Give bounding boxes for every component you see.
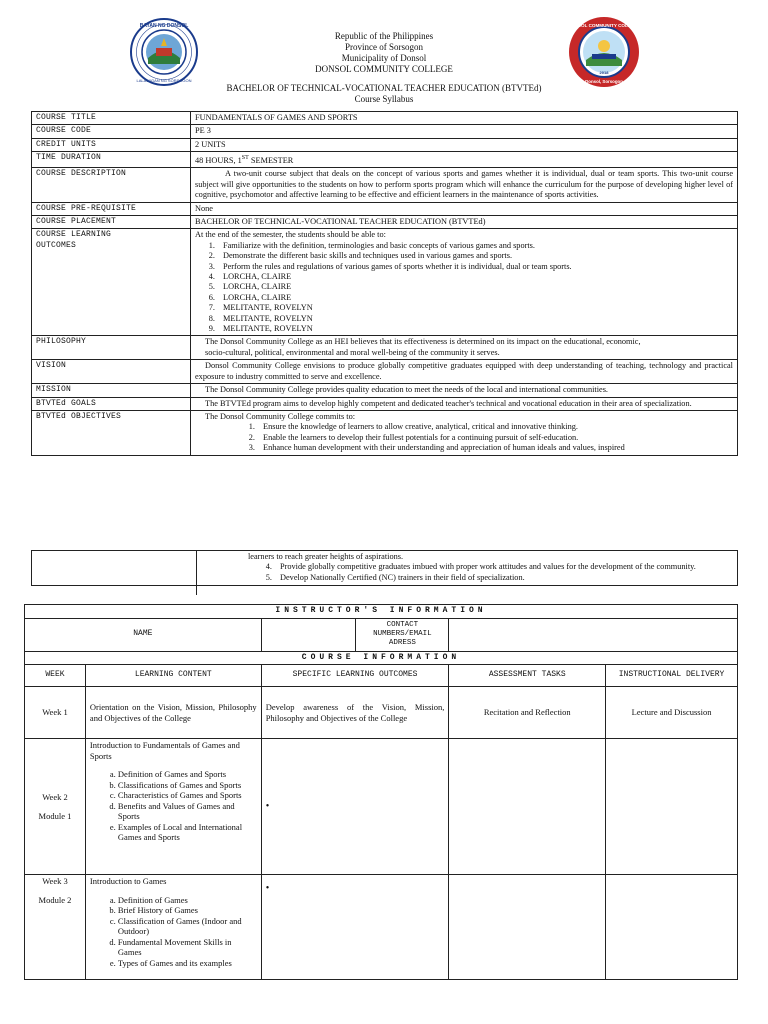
col-assessment: ASSESSMENT TASKS xyxy=(449,665,606,687)
objectives-intro: The Donsol Community College commits to: xyxy=(205,411,356,421)
objectives-carry-text: learners to reach greater heights of aspirations. xyxy=(248,552,404,561)
week-2-delivery xyxy=(606,739,738,875)
philosophy-value xyxy=(191,336,738,360)
column-header-row xyxy=(25,665,738,687)
table-row-week-1 xyxy=(25,687,738,739)
list-item: e. Types of Games and its examples xyxy=(118,958,257,969)
placement-value: BACHELOR OF TECHNICAL-VOCATIONAL TEACHER EDUCATION (BTVTEd) xyxy=(191,216,738,229)
list-item: c. Classification of Games (Indoor and Outdoor) xyxy=(118,916,257,937)
philosophy-text-1: The Donsol Community College as an HEI believes that its effectiveness is determined on its impact on the educational, economic, xyxy=(205,337,641,347)
objectives-list xyxy=(195,422,733,453)
list-item: 2. Demonstrate the different basic skills and techniques used in various games and sports. xyxy=(217,251,733,261)
header-college: DONSOL COMMUNITY COLLEGE xyxy=(315,64,453,74)
week-3-label: Week 3 xyxy=(42,876,68,886)
mission-text: The Donsol Community College provides quality education to meet the needs of the local and international communities. xyxy=(205,385,608,395)
module-2-label: Module 2 xyxy=(38,894,72,905)
list-item: b. Classifications of Games and Sports xyxy=(118,780,257,791)
row-goals xyxy=(32,397,738,410)
week-2-cell xyxy=(25,739,86,875)
course-syllabus-table xyxy=(31,111,738,456)
col-specific-outcomes: SPECIFIC LEARNING OUTCOMES xyxy=(261,665,449,687)
row-objectives-continued xyxy=(32,551,738,586)
credit-units-value: 2 UNITS xyxy=(191,138,738,151)
svg-text:Donsol, Sorsogon: Donsol, Sorsogon xyxy=(585,79,623,84)
list-item: d. Fundamental Movement Skills in Games xyxy=(118,937,257,958)
course-description-label: COURSE DESCRIPTION xyxy=(32,168,191,202)
week-3-topics-list xyxy=(90,895,257,969)
list-item: 2. Enable the learners to develop their fullest potentials for a continuing pursuit of self-education. xyxy=(257,433,733,443)
week-3-content-title: Introduction to Games xyxy=(89,876,167,886)
row-course-title xyxy=(32,112,738,125)
objectives-continued-list xyxy=(36,562,733,583)
objectives-label: BTVTEd OBJECTIVES xyxy=(32,410,191,455)
instructor-name-label: NAME xyxy=(25,618,262,651)
learning-outcomes-intro: At the end of the semester, the students should be able to: xyxy=(195,230,386,240)
svg-text:2018: 2018 xyxy=(599,70,609,75)
course-title-label: COURSE TITLE xyxy=(32,112,191,125)
row-learning-outcomes xyxy=(32,229,738,336)
week-2-label: Week 2 xyxy=(42,792,68,802)
list-item: 9. MELITANTE, ROVELYN xyxy=(217,324,733,334)
list-item: e. Examples of Local and International Games and Sports xyxy=(118,822,257,843)
week-3-content xyxy=(85,875,261,980)
header-doc-type: Course Syllabus xyxy=(354,94,414,104)
row-time-duration xyxy=(32,152,738,168)
week-2-assessment xyxy=(449,739,606,875)
list-item: a. Definition of Games and Sports xyxy=(118,769,257,780)
vision-text: Donsol Community College envisions to produce globally competitive graduates equipped with deep understanding of teaching, technology and practical exposure to industry committed to serve and excellence. xyxy=(195,361,733,381)
instructor-name-value xyxy=(261,618,356,651)
credit-units-label: CREDIT UNITS xyxy=(32,138,191,151)
list-item: a. Definition of Games xyxy=(118,895,257,906)
learning-outcomes-label xyxy=(32,229,191,336)
list-item: 1. Familiarize with the definition, terminologies and basic concepts of various games and sports. xyxy=(217,241,733,251)
learning-outcomes-list xyxy=(195,241,733,335)
course-info-section-title: COURSE INFORMATION xyxy=(25,651,738,665)
time-duration-value xyxy=(191,152,738,168)
course-title-value: FUNDAMENTALS OF GAMES AND SPORTS xyxy=(191,112,738,125)
row-mission xyxy=(32,384,738,397)
header-program: BACHELOR OF TECHNICAL-VOCATIONAL TEACHER EDUCATION (BTVTEd) xyxy=(226,83,542,93)
philosophy-text-2: socio-cultural, political, environmental and moral well-being of the community it serves. xyxy=(205,347,500,357)
week-3-assessment xyxy=(449,875,606,980)
objectives-value xyxy=(191,410,738,455)
philosophy-label: PHILOSOPHY xyxy=(32,336,191,360)
continuation-column-divider xyxy=(196,550,197,595)
learning-outcomes-label-line1: COURSE LEARNING xyxy=(36,230,112,240)
list-item: 1. Ensure the knowledge of learners to allow creative, analytical, critical and innovative thinking. xyxy=(257,422,733,432)
week-2-content xyxy=(85,739,261,875)
learning-outcomes-label-line2: OUTCOMES xyxy=(36,240,77,250)
vision-label: VISION xyxy=(32,360,191,384)
bullet-marker: • xyxy=(265,800,270,812)
list-item: 6. LORCHA, CLAIRE xyxy=(217,293,733,303)
col-week: WEEK xyxy=(25,665,86,687)
list-item: d. Benefits and Values of Games and Sports xyxy=(118,801,257,822)
course-information-table xyxy=(24,604,738,980)
instructor-section-title: INSTRUCTOR'S INFORMATION xyxy=(25,605,738,619)
vision-value xyxy=(191,360,738,384)
col-delivery: INSTRUCTIONAL DELIVERY xyxy=(606,665,738,687)
instructor-row xyxy=(25,618,738,651)
course-info-header-row xyxy=(25,651,738,665)
week-1-outcomes: Develop awareness of the Vision, Mission, Philosophy and Objectives of the College xyxy=(261,687,449,739)
list-item: 3. Enhance human development with their understanding and appreciation of human ideals and values, inspired xyxy=(257,443,733,453)
week-1-assessment: Recitation and Reflection xyxy=(449,687,606,739)
duration-semester: SEMESTER xyxy=(248,155,294,165)
week-3-cell xyxy=(25,875,86,980)
week-3-outcomes xyxy=(261,875,449,980)
instructor-header-row xyxy=(25,605,738,619)
list-item: c. Characteristics of Games and Sports xyxy=(118,790,257,801)
bullet-marker: • xyxy=(265,883,270,894)
row-course-description xyxy=(32,168,738,202)
mission-value xyxy=(191,384,738,397)
module-1-label: Module 1 xyxy=(38,810,72,821)
mission-label: MISSION xyxy=(32,384,191,397)
time-duration-label: TIME DURATION xyxy=(32,152,191,168)
course-description-value xyxy=(191,168,738,202)
table-row-week-3 xyxy=(25,875,738,980)
list-item: 5. Develop Nationally Certified (NC) trainers in their field of specialization. xyxy=(274,573,733,583)
row-prerequisite xyxy=(32,202,738,215)
svg-text:BAYAN NG DONSOL: BAYAN NG DONSOL xyxy=(139,23,189,29)
duration-ordinal: ST xyxy=(241,155,249,162)
objectives-continuation-table xyxy=(31,550,738,586)
row-vision xyxy=(32,360,738,384)
week-1-delivery: Lecture and Discussion xyxy=(606,687,738,739)
prerequisite-label: COURSE PRE-REQUISITE xyxy=(32,202,191,215)
week-2-content-title: Introduction to Fundamentals of Games and Sports xyxy=(89,740,240,761)
svg-text:LALAWIGAN NG SORSOGON: LALAWIGAN NG SORSOGON xyxy=(136,78,192,83)
instructor-contact-value xyxy=(449,618,738,651)
col-learning-content: LEARNING CONTENT xyxy=(85,665,261,687)
goals-text: The BTVTEd program aims to develop highly competent and dedicated teacher's technical and vocational education in their area of specialization. xyxy=(205,398,692,408)
learning-outcomes-value xyxy=(191,229,738,336)
header-municipality: Municipality of Donsol xyxy=(341,53,427,63)
week-1-label: Week 1 xyxy=(25,687,86,739)
instructor-contact-label: CONTACT NUMBERS/EMAIL ADRESS xyxy=(356,618,449,651)
goals-label: BTVTEd GOALS xyxy=(32,397,191,410)
row-credit-units xyxy=(32,138,738,151)
week-2-outcomes xyxy=(261,739,449,875)
list-item: 4. LORCHA, CLAIRE xyxy=(217,272,733,282)
week-2-topics-list xyxy=(90,769,257,843)
course-code-label: COURSE CODE xyxy=(32,125,191,138)
objectives-continued-cell xyxy=(32,551,738,586)
header-province: Province of Sorsogon xyxy=(345,42,423,52)
list-item: 7. MELITANTE, ROVELYN xyxy=(217,303,733,313)
row-course-code xyxy=(32,125,738,138)
svg-text:DONSOL COMMUNITY COLLEGE: DONSOL COMMUNITY COLLEGE xyxy=(568,23,640,28)
header-republic: Republic of the Philippines xyxy=(334,31,434,41)
row-philosophy xyxy=(32,336,738,360)
list-item: b. Brief History of Games xyxy=(118,905,257,916)
course-code-value: PE 3 xyxy=(191,125,738,138)
table-row-week-2 xyxy=(25,739,738,875)
row-objectives xyxy=(32,410,738,455)
goals-value xyxy=(191,397,738,410)
course-description-text: A two-unit course subject that deals on the concept of various sports and games whether it is individual, dual or team sports. This two-unit course subject will give opportunities to the students on how to perform sports program which will enhance the curriculum for the purpose of developing higher level of cognitive, psychomotor and affective learning to be effective and efficient learners in the maintenance of sports activities. xyxy=(195,169,733,200)
list-item: 8. MELITANTE, ROVELYN xyxy=(217,314,733,324)
duration-hours: 48 HOURS, 1 xyxy=(195,155,242,165)
week-1-content: Orientation on the Vision, Mission, Philosophy and Objectives of the College xyxy=(85,687,261,739)
college-seal-logo xyxy=(568,16,640,88)
row-placement xyxy=(32,216,738,229)
placement-label: COURSE PLACEMENT xyxy=(32,216,191,229)
list-item: 4. Provide globally competitive graduates imbued with proper work attitudes and values for the development of the community. xyxy=(274,562,733,572)
prerequisite-value: None xyxy=(191,202,738,215)
list-item: 3. Perform the rules and regulations of various games of sports whether it is individual, dual or team sports. xyxy=(217,262,733,272)
list-item: 5. LORCHA, CLAIRE xyxy=(217,282,733,292)
week-3-delivery xyxy=(606,875,738,980)
